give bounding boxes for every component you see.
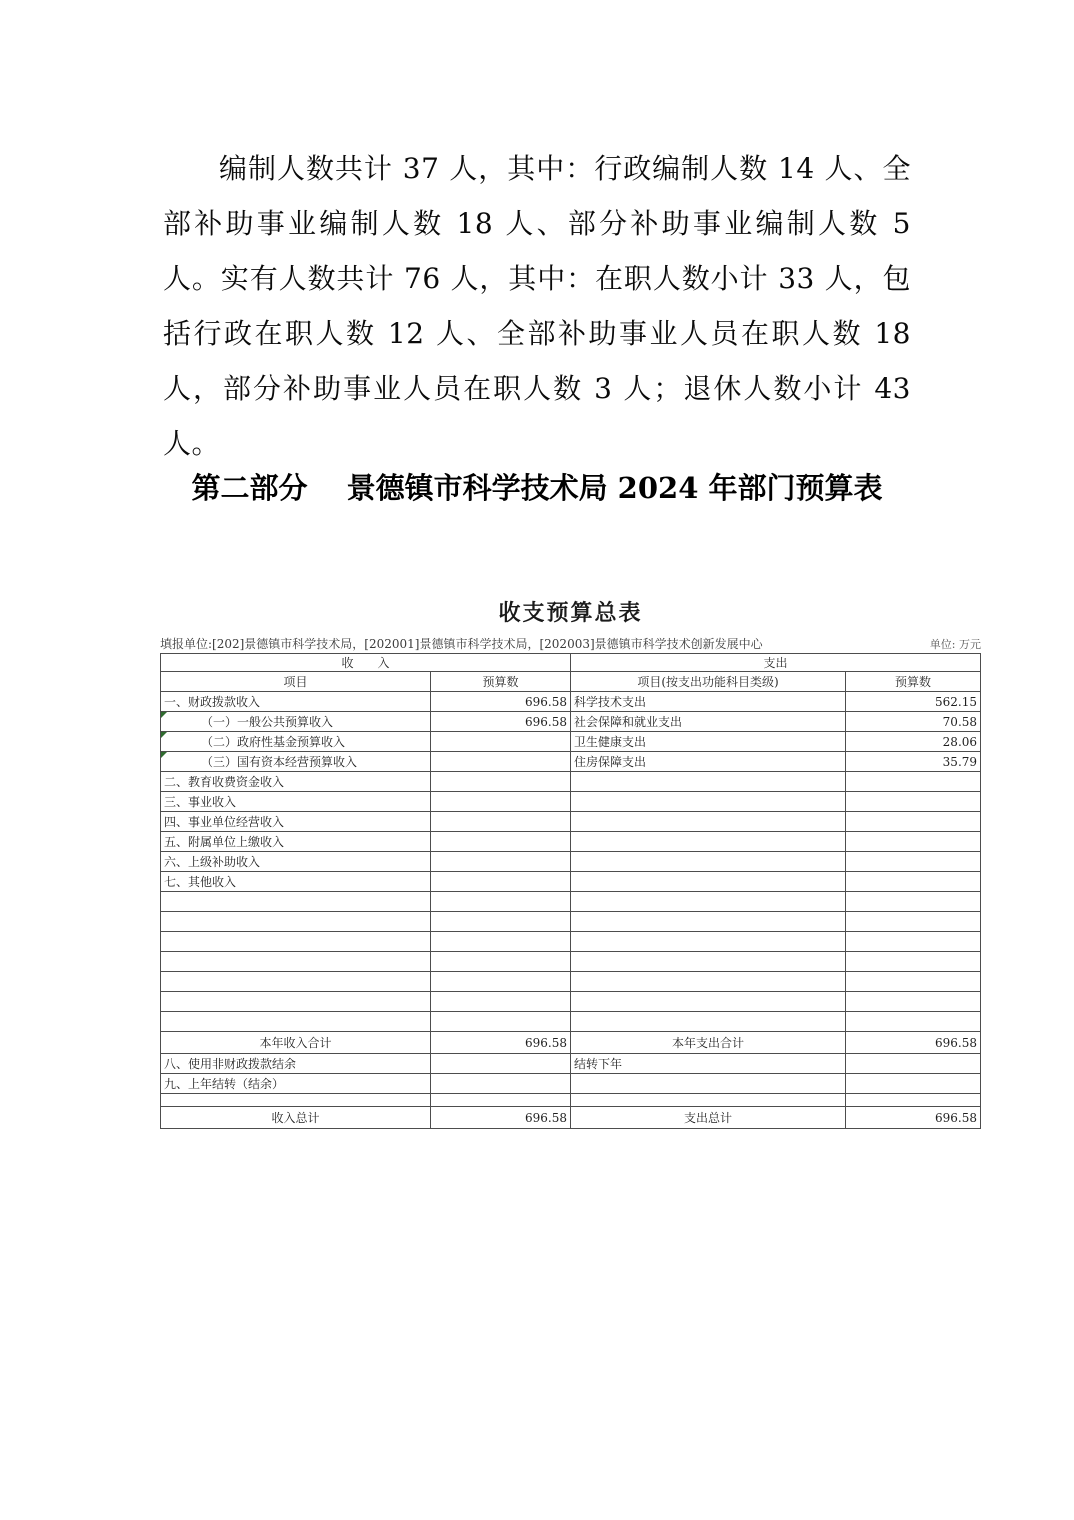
table-row [161,1094,981,1107]
expense-item-cell: 住房保障支出 [571,752,846,772]
table-row [161,1032,981,1054]
table-row [161,692,981,712]
income-value-cell [431,972,571,992]
expense-value-cell [846,952,981,972]
expense-item-cell [571,952,846,972]
expense-value-cell [846,772,981,792]
expense-value-cell [846,872,981,892]
table-row [161,1054,981,1074]
expense-item-cell [571,792,846,812]
expense-item-cell [571,872,846,892]
expense-value-cell [846,1074,981,1094]
income-item-cell: （三）国有资本经营预算收入 [161,752,431,772]
cell-corner-flag-icon [161,712,167,718]
expense-item-cell: 社会保障和就业支出 [571,712,846,732]
expense-item-cell [571,892,846,912]
table-row [161,1074,981,1094]
expense-value-cell [846,972,981,992]
cell-corner-flag-icon [161,752,167,758]
expense-item-cell: 卫生健康支出 [571,732,846,752]
income-value-cell [431,752,571,772]
expense-item-cell: 结转下年 [571,1054,846,1074]
income-value-cell: 696.58 [431,712,571,732]
expense-value-cell [846,1054,981,1074]
table-row [161,832,981,852]
expense-value-cell: 696.58 [846,1107,981,1129]
table-row [161,772,981,792]
personnel-count-paragraph: 编制人数共计 37 人，其中：行政编制人数 14 人、全部补助事业编制人数 18 人、部分补助事业编制人数 5 人。实有人数共计 76 人，其中：在职人数小计 33 人，包括行政在职人数 12 人、全部补助事业人员在职人数 18 人，部分补助事业人员在职人数 3 人；退休人数小计 43 人。 [163,152,911,460]
income-item-cell [161,972,431,992]
income-item-cell: 四、事业单位经营收入 [161,812,431,832]
income-item-cell [161,952,431,972]
table-row [161,992,981,1012]
income-value-cell: 696.58 [431,1032,571,1054]
table-row [161,812,981,832]
expense-value-cell [846,1094,981,1107]
income-section-header: 收 入 [161,654,571,672]
expense-item-cell [571,912,846,932]
table-row [161,972,981,992]
expense-value-cell [846,992,981,1012]
income-value-cell [431,1074,571,1094]
income-value-cell [431,912,571,932]
table-section-header-row [161,654,981,672]
income-value-cell: 696.58 [431,1107,571,1129]
income-item-cell: 八、使用非财政拨款结余 [161,1054,431,1074]
income-value-cell [431,892,571,912]
income-item-column-header: 项目 [161,672,431,692]
income-item-cell: （二）政府性基金预算收入 [161,732,431,752]
expense-value-cell: 696.58 [846,1032,981,1054]
expense-value-cell: 562.15 [846,692,981,712]
expense-item-cell [571,772,846,792]
table-row [161,712,981,732]
income-value-cell [431,1094,571,1107]
income-value-cell [431,772,571,792]
expense-item-cell [571,832,846,852]
income-item-cell: 五、附属单位上缴收入 [161,832,431,852]
income-item-cell: 六、上级补助收入 [161,852,431,872]
table-row [161,732,981,752]
expense-item-cell [571,1012,846,1032]
expense-value-cell [846,812,981,832]
budget-table-meta [160,637,981,652]
income-value-cell [431,1054,571,1074]
income-item-cell [161,892,431,912]
income-value-cell [431,792,571,812]
expense-value-cell [846,892,981,912]
table-row [161,952,981,972]
section-heading: 第二部分 景德镇市科学技术局 2024 年部门预算表 [191,471,883,505]
table-row [161,932,981,952]
income-value-cell [431,872,571,892]
expense-item-cell [571,992,846,1012]
table-row [161,892,981,912]
table-row [161,912,981,932]
unit-note: 单位: 万元 [929,638,981,651]
expense-section-header: 支出 [571,654,981,672]
income-value-cell [431,992,571,1012]
expense-item-cell [571,812,846,832]
expense-value-cell [846,852,981,872]
expense-value-cell [846,912,981,932]
expense-value-cell [846,932,981,952]
expense-item-cell [571,972,846,992]
income-item-cell: 七、其他收入 [161,872,431,892]
income-item-cell [161,1012,431,1032]
cell-corner-flag-icon [161,732,167,738]
reporting-unit-label: 填报单位:[202]景德镇市科学技术局，[202001]景德镇市科学技术局，[202003]景德镇市科学技术创新发展中心 [160,637,763,651]
income-value-cell [431,952,571,972]
table-column-header-row [161,672,981,692]
budget-table-section [160,596,981,1129]
table-row [161,1107,981,1129]
expense-value-cell [846,792,981,812]
income-value-cell: 696.58 [431,692,571,712]
income-item-cell: 本年收入合计 [161,1032,431,1054]
income-item-cell: （一）一般公共预算收入 [161,712,431,732]
expense-value-cell [846,832,981,852]
expense-item-cell [571,1074,846,1094]
table-row [161,1012,981,1032]
expense-value-cell [846,1012,981,1032]
income-item-cell: 九、上年结转（结余） [161,1074,431,1094]
budget-table-title: 收支预算总表 [498,600,643,626]
expense-item-column-header: 项目(按支出功能科目类级) [571,672,846,692]
table-row [161,852,981,872]
budget-summary-table [160,653,981,1129]
income-item-cell: 一、财政拨款收入 [161,692,431,712]
expense-item-cell [571,852,846,872]
income-item-cell: 二、教育收费资金收入 [161,772,431,792]
expense-item-cell [571,1094,846,1107]
income-budget-column-header: 预算数 [431,672,571,692]
income-value-cell [431,812,571,832]
income-value-cell [431,932,571,952]
expense-value-cell: 28.06 [846,732,981,752]
expense-item-cell [571,932,846,952]
income-value-cell [431,832,571,852]
income-item-cell [161,992,431,1012]
income-value-cell [431,1012,571,1032]
income-item-cell: 三、事业收入 [161,792,431,812]
income-value-cell [431,852,571,872]
expense-value-cell: 35.79 [846,752,981,772]
expense-item-cell: 支出总计 [571,1107,846,1129]
expense-budget-column-header: 预算数 [846,672,981,692]
expense-item-cell: 本年支出合计 [571,1032,846,1054]
table-row [161,752,981,772]
income-item-cell [161,1094,431,1107]
income-item-cell [161,932,431,952]
income-item-cell: 收入总计 [161,1107,431,1129]
table-row [161,872,981,892]
income-value-cell [431,732,571,752]
budget-table-body [161,692,981,1129]
expense-value-cell: 70.58 [846,712,981,732]
income-item-cell [161,912,431,932]
expense-item-cell: 科学技术支出 [571,692,846,712]
table-row [161,792,981,812]
